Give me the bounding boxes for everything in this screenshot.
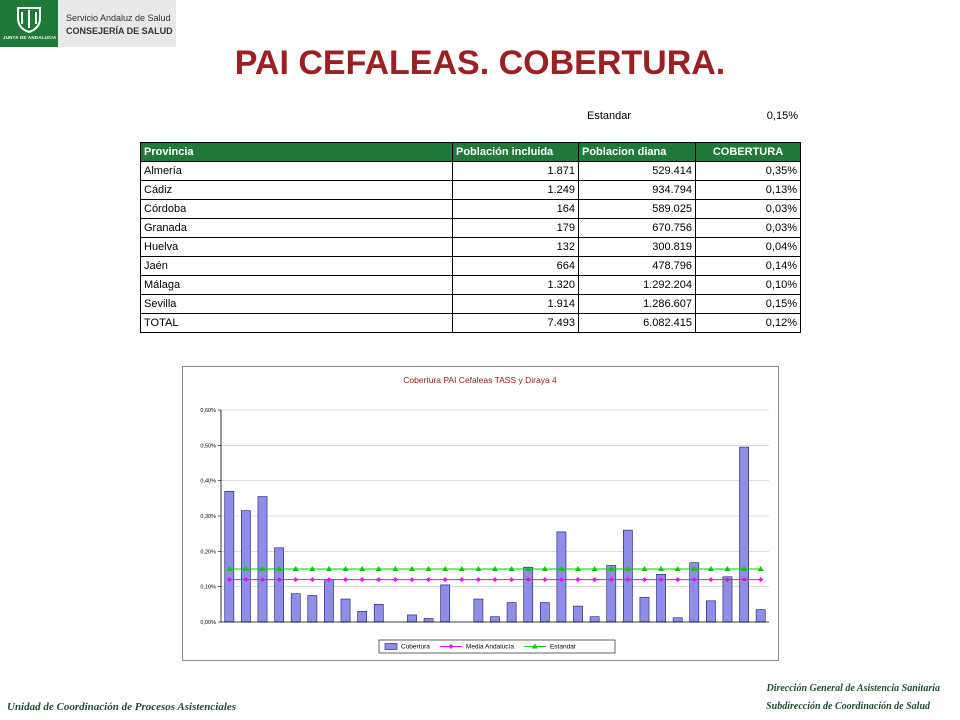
cell-poblacion-diana: 1.286.607 — [579, 295, 696, 314]
chart-bar — [275, 548, 284, 622]
chart-bar — [573, 606, 582, 622]
chart-marker-diamond — [343, 577, 348, 582]
chart-y-tick-label: 0,40% — [200, 478, 216, 485]
cell-poblacion-incluida: 164 — [453, 200, 579, 219]
cell-provincia: Granada — [141, 219, 453, 238]
table-row-total — [141, 314, 801, 333]
chart-marker-diamond — [443, 577, 448, 582]
junta-logo-mark — [0, 0, 58, 47]
chart-bar — [424, 618, 433, 622]
cell-cobertura: 0,12% — [696, 314, 801, 333]
chart-y-tick-label: 0,20% — [200, 549, 216, 556]
coverage-table — [140, 142, 801, 333]
logo-ministry-name: CONSEJERÍA DE SALUD — [66, 26, 173, 36]
chart-bar — [540, 603, 549, 622]
chart-legend-label: Cobertura — [401, 643, 430, 651]
cell-cobertura: 0,15% — [696, 295, 801, 314]
chart-marker-diamond — [675, 577, 680, 582]
cell-provincia: Córdoba — [141, 200, 453, 219]
cell-poblacion-incluida: 1.249 — [453, 181, 579, 200]
coverage-chart — [182, 366, 779, 661]
cell-poblacion-diana: 1.292.204 — [579, 276, 696, 295]
chart-y-tick-label: 0,10% — [200, 584, 216, 591]
chart-bar — [640, 597, 649, 622]
chart-y-tick-label: 0,60% — [200, 408, 216, 414]
chart-y-tick-label: 0,00% — [200, 620, 216, 626]
organization-logo — [0, 0, 176, 47]
chart-bar — [756, 610, 765, 622]
chart-marker-diamond — [642, 577, 647, 582]
cell-poblacion-diana: 529.414 — [579, 162, 696, 181]
footer-unit-name: Unidad de Coordinación de Procesos Asistenciales — [7, 701, 237, 713]
chart-bar — [673, 618, 682, 622]
chart-bar — [374, 604, 383, 622]
cell-provincia: Cádiz — [141, 181, 453, 200]
chart-bar — [225, 491, 234, 622]
cell-poblacion-incluida: 179 — [453, 219, 579, 238]
cell-provincia: Jaén — [141, 257, 453, 276]
chart-marker-diamond — [459, 577, 464, 582]
chart-gridlines — [221, 410, 769, 587]
cell-cobertura: 0,13% — [696, 181, 801, 200]
standard-value: 0,15% — [766, 110, 798, 122]
footer-subdirectorate: Subdirección de Coordinación de Salud — [766, 701, 930, 712]
cell-provincia: Sevilla — [141, 295, 453, 314]
chart-lines — [226, 566, 763, 582]
table-row — [141, 200, 801, 219]
footer-directorate: Dirección General de Asistencia Sanitaria — [766, 683, 940, 694]
cell-poblacion-diana: 934.794 — [579, 181, 696, 200]
logo-mark-text: JUNTA DE ANDALUCIA — [3, 35, 57, 40]
cell-cobertura: 0,03% — [696, 219, 801, 238]
chart-canvas — [183, 367, 778, 660]
column-header-poblacion-diana: Poblacion diana — [579, 143, 696, 162]
cell-provincia: TOTAL — [141, 314, 453, 333]
chart-bar — [623, 530, 632, 622]
cell-provincia: Almería — [141, 162, 453, 181]
chart-bars — [225, 447, 766, 622]
chart-bar — [341, 599, 350, 622]
chart-marker-diamond — [393, 577, 398, 582]
cell-cobertura: 0,03% — [696, 200, 801, 219]
chart-bar — [258, 497, 267, 622]
table-row — [141, 238, 801, 257]
chart-bar — [507, 603, 516, 622]
logo-service-name: Servicio Andaluz de Salud — [66, 13, 171, 23]
table-header-row — [141, 143, 801, 162]
chart-bar — [308, 596, 317, 623]
cell-cobertura: 0,10% — [696, 276, 801, 295]
chart-bar — [474, 599, 483, 622]
standard-label: Estandar — [587, 110, 632, 122]
chart-bar — [407, 615, 416, 622]
cell-cobertura: 0,14% — [696, 257, 801, 276]
chart-marker-diamond — [376, 577, 381, 582]
chart-marker-diamond — [758, 577, 763, 582]
chart-legend-label: Estandar — [549, 643, 576, 651]
chart-bar — [324, 580, 333, 622]
cell-poblacion-incluida: 7.493 — [453, 314, 579, 333]
table-row — [141, 181, 801, 200]
chart-bar — [723, 577, 732, 622]
chart-marker-diamond — [360, 577, 365, 582]
column-header-provincia: Provincia — [141, 143, 453, 162]
chart-bar — [490, 617, 499, 622]
chart-bar — [441, 585, 450, 622]
page-title: PAI CEFALEAS. COBERTURA. — [234, 44, 726, 82]
chart-bar — [291, 594, 300, 622]
chart-marker-diamond — [592, 577, 597, 582]
cell-poblacion-incluida: 1.320 — [453, 276, 579, 295]
chart-bar — [740, 447, 749, 622]
chart-marker-diamond — [293, 577, 298, 582]
column-header-poblacion-incluida: Población incluida — [453, 143, 579, 162]
cell-provincia: Málaga — [141, 276, 453, 295]
chart-bar — [590, 617, 599, 622]
cell-poblacion-diana: 6.082.415 — [579, 314, 696, 333]
chart-bar — [706, 601, 715, 622]
chart-bar — [358, 611, 367, 622]
chart-marker-diamond — [576, 577, 581, 582]
cell-poblacion-incluida: 664 — [453, 257, 579, 276]
chart-y-tick-label: 0,50% — [200, 443, 216, 450]
chart-marker-diamond — [476, 577, 481, 582]
column-header-cobertura: COBERTURA — [696, 143, 801, 162]
chart-marker-diamond — [542, 577, 547, 582]
table-row — [141, 219, 801, 238]
cell-poblacion-diana: 589.025 — [579, 200, 696, 219]
chart-marker-diamond — [708, 577, 713, 582]
table-row — [141, 162, 801, 181]
cell-cobertura: 0,35% — [696, 162, 801, 181]
chart-marker-diamond — [509, 577, 514, 582]
chart-bar — [557, 532, 566, 622]
chart-marker-diamond — [493, 577, 498, 582]
table-row — [141, 295, 801, 314]
chart-title: Cobertura PAI Cefaleas TASS y Diraya 4 — [403, 375, 557, 385]
cell-poblacion-diana: 670.756 — [579, 219, 696, 238]
chart-legend-swatch — [385, 644, 397, 650]
chart-y-tick-label: 0,30% — [200, 514, 216, 520]
chart-marker-diamond — [426, 577, 431, 582]
chart-marker-diamond — [409, 577, 414, 582]
cell-poblacion-incluida: 1.871 — [453, 162, 579, 181]
chart-bar — [607, 565, 616, 622]
cell-cobertura: 0,04% — [696, 238, 801, 257]
chart-legend-label: Media Andalucía — [465, 643, 514, 651]
table-row — [141, 257, 801, 276]
cell-poblacion-diana: 478.796 — [579, 257, 696, 276]
chart-legend — [379, 640, 615, 653]
table-row — [141, 276, 801, 295]
chart-marker-diamond — [310, 577, 315, 582]
chart-bar — [524, 567, 533, 622]
cell-poblacion-incluida: 1.914 — [453, 295, 579, 314]
chart-y-ticks — [200, 408, 221, 626]
cell-poblacion-diana: 300.819 — [579, 238, 696, 257]
cell-provincia: Huelva — [141, 238, 453, 257]
cell-poblacion-incluida: 132 — [453, 238, 579, 257]
chart-bar — [690, 563, 699, 622]
